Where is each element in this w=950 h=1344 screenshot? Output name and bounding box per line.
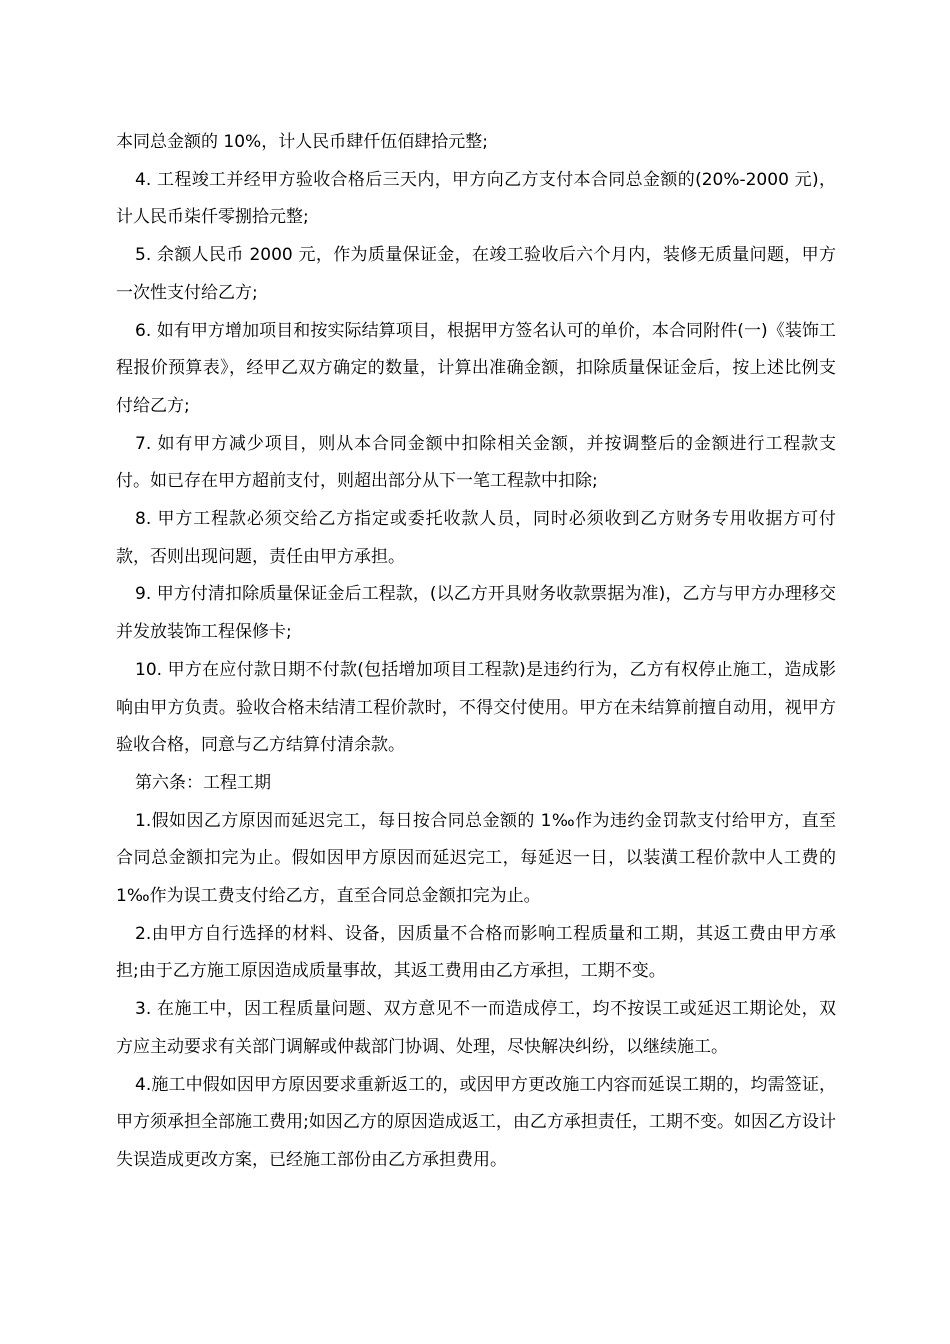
- clause-10: 10. 甲方在应付款日期不付款(包括增加项目工程款)是违约行为，乙方有权停止施工，造成影响由甲方负责。验收合格未结清工程价款时，不得交付使用。甲方在未结算前擅自动用，视甲方验收合格，同意与乙方结算付清余款。: [116, 659, 836, 756]
- clause-8: 8. 甲方工程款必须交给乙方指定或委托收款人员，同时必须收到乙方财务专用收据方可付款，否则出现问题，责任由甲方承担。: [116, 509, 836, 567]
- article-6-clause-2: 2.由甲方自行选择的材料、设备，因质量不合格而影响工程质量和工期，其返工费由甲方承担;由于乙方施工原因造成质量事故，其返工费用由乙方承担，工期不变。: [116, 923, 836, 982]
- article-6-clause-1: 1.假如因乙方原因而延迟完工，每日按合同总金额的 1‰作为违约金罚款支付给甲方，直至合同总金额扣完为止。假如因甲方原因而延迟完工，每延迟一日，以装潢工程价款中人工费的 1‰作为误工费支付给乙方，直至合同总金额扣完为止。: [116, 810, 836, 907]
- article-6-clause-3: 3. 在施工中，因工程质量问题、双方意见不一而造成停工，均不按误工或延迟工期论处，双方应主动要求有关部门调解或仲裁部门协调、处理，尽快解决纠纷，以继续施工。: [116, 999, 836, 1057]
- clause-4: 4. 工程竣工并经甲方验收合格后三天内，甲方向乙方支付本合同总金额的(20%-2000 元)，计人民币柒仟零捌拾元整;: [116, 169, 836, 228]
- clause-9: 9. 甲方付清扣除质量保证金后工程款，(以乙方开具财务收款票据为准)，乙方与甲方办理移交并发放装饰工程保修卡;: [116, 584, 836, 643]
- paragraph-continuation: 本同总金额的 10%，计人民币肆仟伍佰肆拾元整;: [116, 132, 488, 152]
- document-body: [116, 124, 836, 1180]
- section-heading-article-6: 第六条：工程工期: [135, 772, 271, 793]
- article-6-clause-4: 4.施工中假如因甲方原因要求重新返工的，或因甲方更改施工内容而延误工期的，均需签证，甲方须承担全部施工费用;如因乙方的原因造成返工，由乙方承担责任，工期不变。如因乙方设计失误造成更改方案，已经施工部份由乙方承担费用。: [116, 1074, 836, 1170]
- clause-7: 7. 如有甲方减少项目，则从本合同金额中扣除相关金额，并按调整后的金额进行工程款支付。如已存在甲方超前支付，则超出部分从下一笔工程款中扣除;: [116, 433, 836, 492]
- clause-6: 6. 如有甲方增加项目和按实际结算项目，根据甲方签名认可的单价，本合同附件(一)《装饰工程报价预算表》，经甲乙双方确定的数量，计算出准确金额，扣除质量保证金后，按上述比例支付给乙方;: [116, 320, 836, 416]
- clause-5: 5. 余额人民币 2000 元，作为质量保证金，在竣工验收后六个月内，装修无质量问题，甲方一次性支付给乙方;: [116, 245, 836, 303]
